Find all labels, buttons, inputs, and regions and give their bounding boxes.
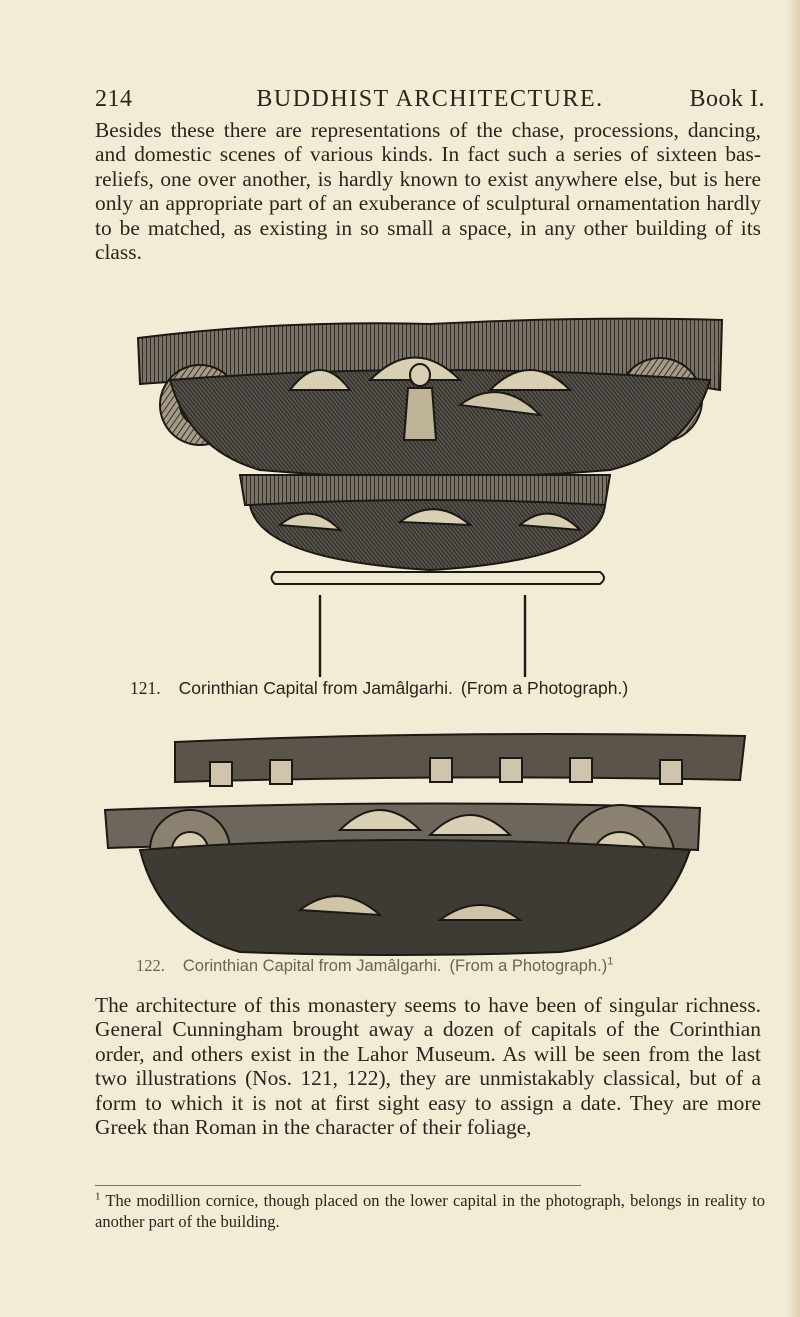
- figure-122-title: Corinthian Capital from Jamâlgarhi.: [182, 957, 442, 975]
- footnote-reference: 1: [607, 955, 614, 968]
- figure-121-capital-engraving: [130, 310, 730, 680]
- footnote: [95, 1190, 765, 1232]
- figure-121-caption: [130, 678, 750, 699]
- figure-122-number: 122.: [136, 956, 165, 975]
- figure-122-source: (From a Photograph.): [449, 957, 608, 975]
- figure-122-capital-engraving: [100, 730, 750, 958]
- page-header: [95, 86, 765, 116]
- figure-121-number: 121.: [130, 678, 161, 698]
- footnote-text: The modillion cornice, though placed on the lower capital in the photograph, belongs in reality to another part of the building.: [95, 1191, 766, 1231]
- page-number: 214: [95, 86, 133, 112]
- figure-122-caption: [136, 956, 756, 976]
- figure-121-source: (From a Photograph.): [460, 678, 629, 698]
- footnote-marker: 1: [95, 1190, 101, 1203]
- book-label: Book I.: [689, 86, 765, 112]
- running-title: BUDDHIST ARCHITECTURE.: [256, 86, 604, 112]
- page-edge: [786, 0, 800, 1317]
- footnote-rule: [95, 1185, 581, 1186]
- figure-121-title: Corinthian Capital from Jamâlgarhi.: [178, 678, 453, 698]
- paragraph-1: Besides these there are representations of the chase, processions, dancing, and domestic scenes of various kinds. In fact such a series of sixteen bas-reliefs, one over another, is hardly known to exist anywhere else, but is here only an appropriate part of an exuberance of sculptural ornamentation hardly to be matched, as existing in so small a space, in any other building of its class.: [95, 118, 761, 265]
- paragraph-2: The architecture of this monastery seems to have been of singular richness. General Cunningham brought away a dozen of capitals of the Corinthian order, and others exist in the Lahor Museum. As will be seen from the last two illustrations (Nos. 121, 122), they are unmistakably classical, but of a form to which it is not at first sight easy to assign a date. They are more Greek than Roman in the character of their foliage,: [95, 993, 761, 1140]
